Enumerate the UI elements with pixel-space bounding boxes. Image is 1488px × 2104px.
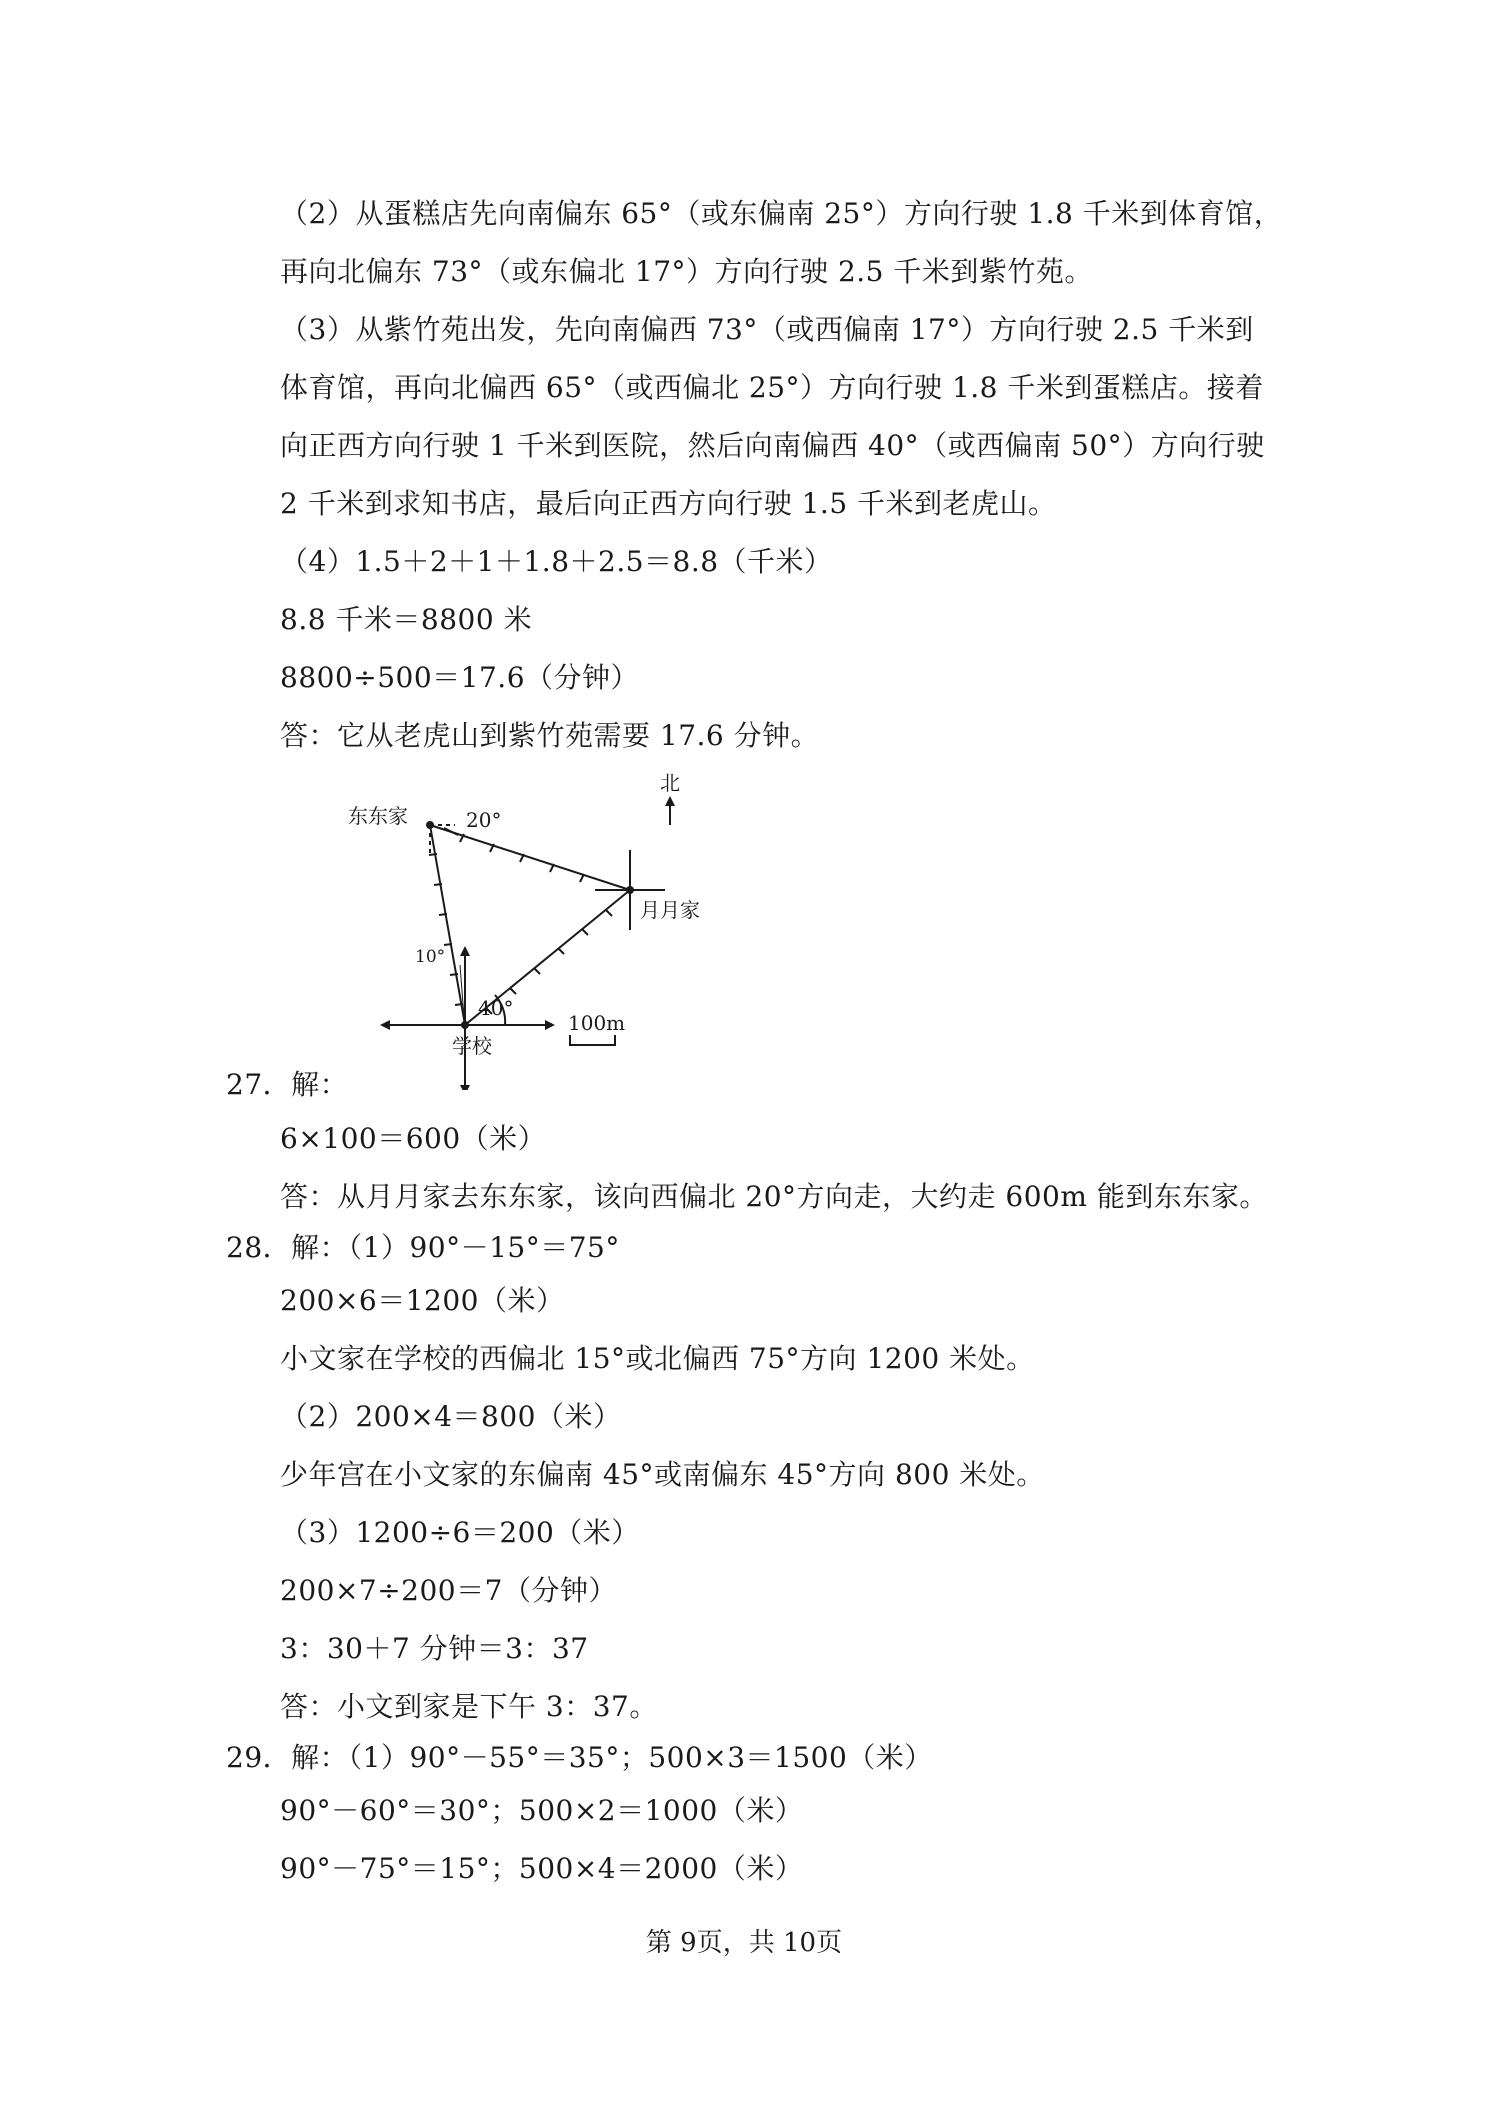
school-west-arrowhead xyxy=(380,1020,390,1030)
paragraph: 200×7÷200＝7（分钟） xyxy=(280,1574,617,1607)
paragraph: 答：它从老虎山到紫竹苑需要 17.6 分钟。 xyxy=(280,719,820,752)
question-29: 29．解：（1）90°－55°＝35°；500×3＝1500（米） xyxy=(226,1741,933,1774)
paragraph: 200×6＝1200（米） xyxy=(280,1284,565,1317)
dongdong-yueyue-segment xyxy=(430,825,630,890)
page-footer: 第 9页，共 10页 xyxy=(645,1928,843,1958)
paragraph: 8800÷500＝17.6（分钟） xyxy=(280,661,640,694)
school-point xyxy=(461,1021,469,1029)
paragraph: （2）从蛋糕店先向南偏东 65°（或东偏南 25°）方向行驶 1.8 千米到体育馆， xyxy=(280,197,1283,230)
paragraph: 8.8 千米＝8800 米 xyxy=(280,603,533,636)
school-east-arrowhead xyxy=(545,1020,555,1030)
label-school: 学校 xyxy=(452,1034,492,1058)
paragraph: （2）200×4＝800（米） xyxy=(280,1400,622,1433)
paragraph: 90°－60°＝30°；500×2＝1000（米） xyxy=(280,1794,804,1827)
question-28: 28．解：（1）90°－15°＝75° xyxy=(226,1231,620,1264)
paragraph: 3：30＋7 分钟＝3：37 xyxy=(280,1632,589,1665)
dongdong-point xyxy=(426,821,434,829)
school-north-arrowhead xyxy=(460,946,470,956)
paragraph: 小文家在学校的西偏北 15°或北偏西 75°方向 1200 米处。 xyxy=(280,1342,1035,1375)
label-north: 北 xyxy=(660,771,680,795)
paragraph: 2 千米到求知书店，最后向正西方向行驶 1.5 千米到老虎山。 xyxy=(280,487,1057,520)
paragraph: （3）从紫竹苑出发，先向南偏西 73°（或西偏南 17°）方向行驶 2.5 千米到 xyxy=(280,313,1254,346)
angle-20-mark xyxy=(444,828,458,835)
paragraph: 再向北偏东 73°（或东偏北 17°）方向行驶 2.5 千米到紫竹苑。 xyxy=(280,255,1093,288)
label-scale: 100m xyxy=(568,1011,626,1035)
paragraph: 少年宫在小文家的东偏南 45°或南偏东 45°方向 800 米处。 xyxy=(280,1458,1045,1491)
direction-diagram xyxy=(330,760,760,1090)
scale-bar xyxy=(570,1035,615,1045)
label-angle-10: 10° xyxy=(415,947,446,967)
school-south-arrowhead xyxy=(460,1085,470,1090)
paragraph: 答：从月月家去东东家，该向西偏北 20°方向走，大约走 600m 能到东东家。 xyxy=(280,1180,1268,1213)
north-arrowhead xyxy=(665,796,675,806)
label-dongdong: 东东家 xyxy=(348,804,408,828)
paragraph: 向正西方向行驶 1 千米到医院，然后向南偏西 40°（或西偏南 50°）方向行驶 xyxy=(280,429,1265,462)
paragraph: 90°－75°＝15°；500×4＝2000（米） xyxy=(280,1852,804,1885)
paragraph: （4）1.5＋2＋1＋1.8＋2.5＝8.8（千米） xyxy=(280,545,833,578)
paragraph: （3）1200÷6＝200（米） xyxy=(280,1516,640,1549)
label-angle-20: 20° xyxy=(466,808,502,832)
question-27: 27．解： xyxy=(226,1068,349,1101)
paragraph: 体育馆，再向北偏西 65°（或西偏北 25°）方向行驶 1.8 千米到蛋糕店。接着 xyxy=(280,371,1264,404)
paragraph: 答：小文到家是下午 3：37。 xyxy=(280,1690,658,1723)
paragraph: 6×100＝600（米） xyxy=(280,1122,547,1155)
yueyue-point xyxy=(626,886,634,894)
label-angle-40: 40° xyxy=(478,996,514,1020)
label-yueyue: 月月家 xyxy=(640,898,700,922)
